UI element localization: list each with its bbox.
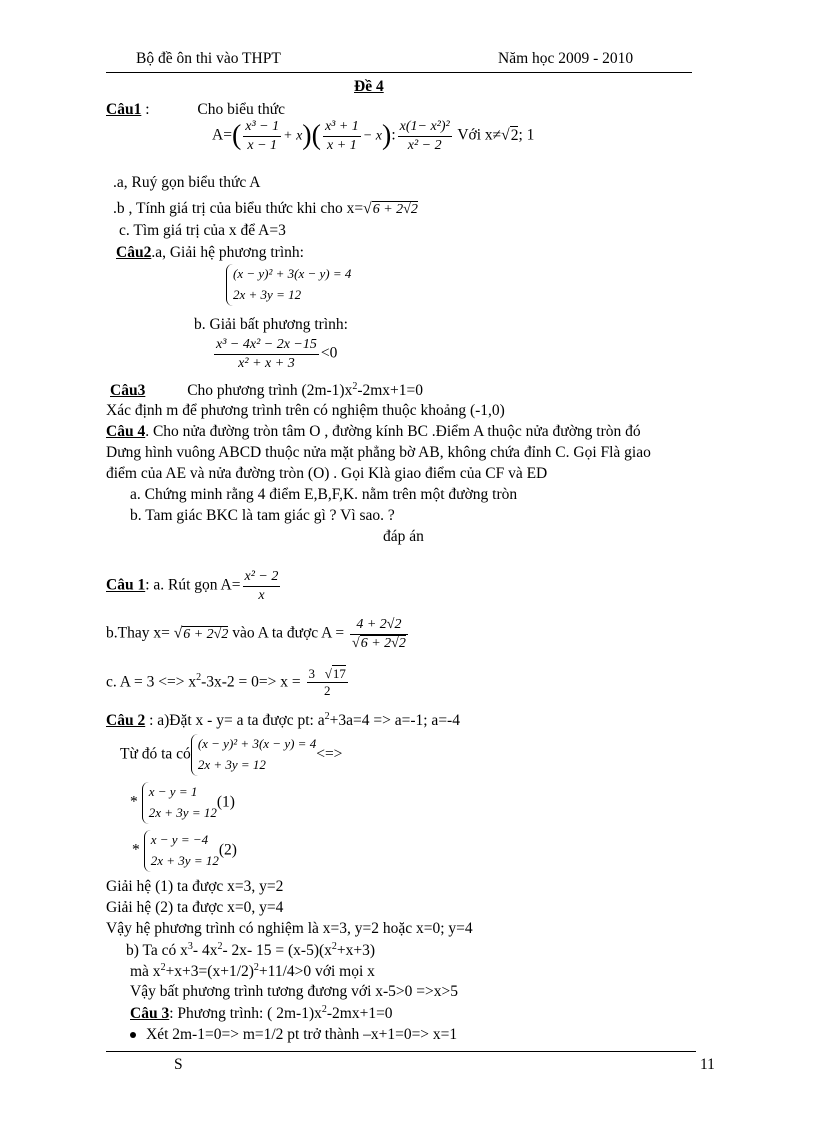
ans1-c-line [106,666,350,700]
ans1-c-num2: 17 [332,666,346,681]
ans1-c-num1: 3 [308,666,316,681]
ans2-b-l1-s1: 3 [187,941,193,952]
q1-frac1-num: x³ − 1 [243,118,281,137]
q1-expression: A=( $\frac{\text{x³ − 1}}{x - 1}$ + x)( $\frac{\text{x³ + 1}}{x + 1}$ − x): $\frac{\text{x(1− x²)²}}{\text{x² − 2}}$ Với x≠√2; 1 [212,119,535,153]
q4-part-a: a. Chứng minh rằng 4 điểm E,B,F,K. nằm trên một đường tròn [130,486,518,503]
ans1-a-den: x [258,587,265,603]
ans2-b-l2-s1: 2 [160,962,166,973]
ans2-b-l1-pre: b) Ta có x [126,942,188,960]
q3-text-pre: Cho phương trình (2m-1)x [187,382,353,400]
ans1-b-line: b.Thay x= √6 + 2√2 vào A ta được A = $\frac{4 + 2√2}{√6 + 2√2}$ [106,617,406,651]
page-title: Đề 4 [354,78,384,95]
ans2-b-line2 [130,962,375,981]
q1-frac3-num: x(1− x²)² [398,118,452,137]
ans3-label: Câu 3 [130,1005,170,1023]
q1-label: Câu1 [106,101,142,118]
ans2-label: Câu 2 [106,712,146,730]
ans2-star2: * [132,841,140,859]
ans2-from-pre: Từ đó ta có [120,745,191,763]
q3-label: Câu3 [110,382,146,400]
q1-colon: : [391,126,396,144]
q1-intro: Cho biểu thức [197,101,286,118]
q2-sys-line1: (x − y)² + 3(x − y) = 4 [233,266,352,281]
q2-a-text: .a, Giải hệ phương trình: [151,244,304,261]
q1-part-b: .b , Tính giá trị của biểu thức khi cho x=√6 + 2√2 [113,200,418,217]
q2-ineq-tail: <0 [320,344,338,362]
ans2-s2-line1: x − y = −4 [150,832,209,847]
ans1-b-num: 4 + 2√2 [350,616,408,635]
header-rule [106,72,692,73]
q1-part-a: .a, Ruý gọn biểu thức A [113,174,261,191]
q1-frac2 [323,118,361,154]
q2-sys-line2: 2x + 3y = 12 [233,286,302,302]
q1-cond-sqrt: 2 [510,126,519,144]
ans1-c-den: 2 [323,683,331,699]
q4-label: Câu 4 [106,423,146,440]
ans2-solve1: Giải hệ (1) ta được x=3, y=2 [106,878,284,895]
ans2-b-l1-post: +x+3) [336,942,376,960]
q4-l1: . Cho nửa đường tròn tâm O , đường kính BC .Điểm A thuộc nửa đường tròn đó [145,423,641,440]
ans1-b-pre: b.Thay x= [106,624,170,642]
bullet-icon [130,1032,136,1038]
ans1-c-sup: 2 [196,672,202,684]
q1-part-c: c. Tìm giá trị của x để A=3 [119,222,286,239]
q4-line2: Dưng hình vuông ABCD thuộc nửa mặt phẳng bờ AB, không chứa đỉnh C. Gọi Flà giao [106,444,651,461]
ans2-b-line1 [126,941,375,960]
q4-line1 [106,423,641,441]
q1-b-pre: .b , Tính giá trị của biểu thức khi cho x= [113,200,364,217]
header-left: Bộ đề ôn thi vào THPT [136,50,281,67]
q3-line2: Xác định m để phương trình trên có nghiệm thuộc khoảng (-1,0) [106,402,505,419]
q1-frac1-den: x − 1 [247,137,278,153]
page-number: 11 [700,1056,715,1073]
ans2-system1 [130,782,235,824]
q3-text-post: -2mx+1=0 [357,382,424,400]
ans1-c-frac: $\frac{3 √17}{2}$ [308,666,346,699]
ans2-a-line [106,711,460,730]
ans2-b-line3: Vậy bất phương trình tương đương với x-5>0 =>x>5 [130,983,459,1000]
ans3-post: -2mx+1=0 [326,1005,393,1023]
q1-b-sqrt: 6 + 2√2 [372,202,418,217]
ans2-b-l2-m1: +x+3=(x+1/2) [165,963,254,981]
q1-frac2-num: x³ + 1 [323,118,361,137]
ans2-s2-tag: (2) [218,841,237,859]
ans2-a-pre: : a)Đặt x - y= a ta được pt: a [145,712,325,730]
ans1-b-frac: $\frac{4 + 2√2}{√6 + 2√2}$ [352,617,406,651]
q1-sep: : [141,101,150,118]
q1-frac3-den: x² − 2 [407,137,442,153]
footer-rule [106,1051,696,1052]
ans2-conclusion: Vậy hệ phương trình có nghiệm là x=3, y=2 hoặc x=0; y=4 [106,920,473,937]
ans2-s1-line1: x − y = 1 [148,784,198,799]
ans1-b-mid: vào A ta được A = [232,624,345,642]
ans2-b-l1-s3: 2 [331,941,337,952]
ans2-sys-line2: 2x + 3y = 12 [197,756,266,772]
q1-frac2-tail: − x [362,128,382,144]
q1-cond-pre: Với x≠ [457,126,502,144]
ans1-label: Câu 1 [106,576,146,594]
q2-ineq-frac [214,336,319,372]
ans2-system2 [132,830,237,872]
header-right: Năm học 2009 - 2010 [498,50,634,67]
q1-intro-line [106,101,285,119]
ans1-a-pre: : a. Rút gọn A= [145,576,241,594]
q2-inequality [212,336,337,372]
ans2-s2-line2: 2x + 3y = 12 [150,852,219,868]
ans1-c-mid: -3x-2 = 0=> x = [201,673,301,691]
ans3-bullet-item [130,1026,457,1044]
q1-a-prefix: A= [212,126,232,144]
ans2-a-sup: 2 [324,711,330,722]
ans2-solve2: Giải hệ (2) ta được x=0, y=4 [106,899,284,916]
ans2-from-line [120,734,342,776]
q2-ineq-den: x² + x + 3 [238,355,295,371]
ans2-a-post: +3a=4 => a=-1; a=-4 [329,712,460,730]
ans2-star1: * [130,793,138,811]
ans2-b-l2-s2: 2 [253,962,259,973]
q2-line [116,244,304,262]
q2-b-text: b. Giải bất phương trình: [194,316,348,333]
ans2-b-l2-pre: mà x [130,963,161,981]
ans1-c-pre: c. A = 3 <=> x [106,673,197,691]
q3-line [110,381,423,400]
ans3-pre: : Phương trình: ( 2m-1)x [169,1005,322,1023]
q1-frac2-den: x + 1 [327,137,357,153]
ans3-sup: 2 [321,1004,327,1015]
ans2-sys-line1: (x − y)² + 3(x − y) = 4 [197,736,317,751]
q1-frac1 [243,118,281,154]
q3-sup: 2 [352,381,358,392]
ans2-from-post: <=> [316,745,343,763]
ans2-b-l1-m1: - 4x [192,942,218,960]
ans3-line [130,1004,393,1023]
footer-left: S [174,1056,183,1073]
ans1-a-num: x² − 2 [243,568,281,587]
answer-title: đáp án [383,528,424,545]
ans1-b-sqrt: 6 + 2√2 [183,626,229,642]
q2-label: Câu2 [116,244,152,261]
ans2-b-l2-post: +11/4>0 với mọi x [258,963,375,981]
q4-part-b: b. Tam giác BKC là tam giác gì ? Vì sao. ? [130,507,395,524]
ans2-b-l1-s2: 2 [217,941,223,952]
ans2-b-l1-m2: - 2x- 15 = (x-5)(x [222,942,332,960]
q1-frac1-tail: + x [283,128,303,144]
ans2-s1-tag: (1) [216,793,235,811]
q1-cond-post: ; 1 [518,126,535,144]
q1-frac3 [398,118,452,154]
q4-line3: điểm của AE và nửa đường tròn (O) . Gọi Klà giao điểm của CF và ED [106,465,548,482]
q2-system [226,264,351,306]
ans1-a-line [106,568,282,604]
ans3-bullet: Xét 2m-1=0=> m=1/2 pt trở thành –x+1=0=> x=1 [146,1026,458,1043]
ans1-a-frac [243,568,281,604]
ans2-s1-line2: 2x + 3y = 12 [148,804,217,820]
ans1-b-den: 6 + 2√2 [360,635,406,651]
q2-ineq-num: x³ − 4x² − 2x −15 [214,336,319,355]
